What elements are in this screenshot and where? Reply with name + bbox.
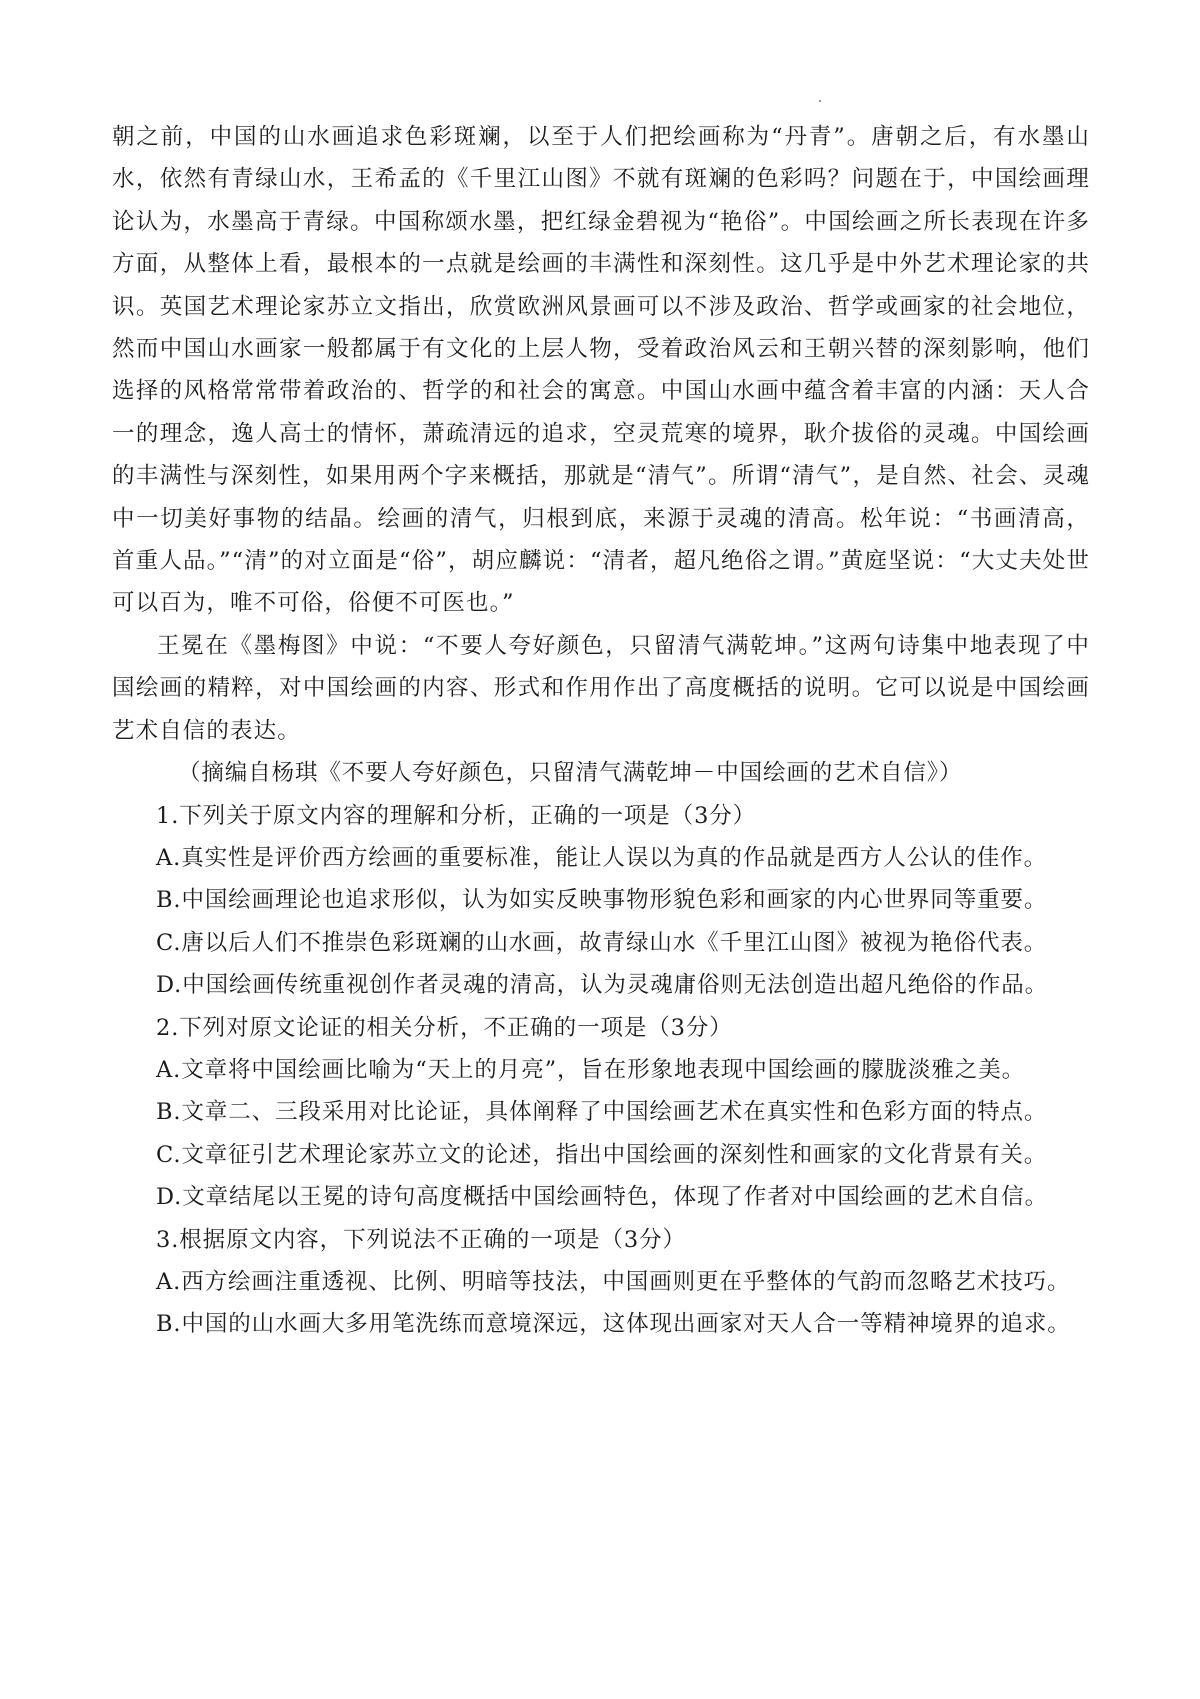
question-3	[112, 1219, 1090, 1346]
question-1	[112, 795, 1090, 1007]
option-a: A.西方绘画注重透视、比例、明暗等技法，中国画则更在乎整体的气韵而忽略艺术技巧。	[156, 1268, 1071, 1295]
scan-speck	[819, 100, 821, 102]
option-b: B.中国绘画理论也追求形似，认为如实反映事物形貌色彩和画家的内心世界同等重要。	[156, 887, 1048, 914]
option-b: B.文章二、三段采用对比论证，具体阐释了中国绘画艺术在真实性和色彩方面的特点。	[156, 1099, 1048, 1126]
option-a: A.真实性是评价西方绘画的重要标准，能让人误以为真的作品就是西方人公认的佳作。	[156, 844, 1048, 871]
option-d: D.中国绘画传统重视创作者灵魂的清高，认为灵魂庸俗则无法创造出超凡绝俗的作品。	[156, 972, 1048, 999]
option-a: A.文章将中国绘画比喻为“天上的月亮”，旨在形象地表现中国绘画的朦胧淡雅之美。	[156, 1056, 1026, 1083]
question-2	[112, 1007, 1090, 1219]
question-stem: 2.下列对原文论证的相关分析，不正确的一项是（3分）	[156, 1014, 733, 1041]
option-d: D.文章结尾以王冕的诗句高度概括中国绘画特色，体现了作者对中国绘画的艺术自信。	[156, 1184, 1048, 1211]
option-b: B.中国的山水画大多用笔洗练而意境深远，这体现出画家对天人合一等精神境界的追求。	[156, 1311, 1071, 1338]
option-c: C.唐以后人们不推崇色彩斑斓的山水画，故青绿山水《千里江山图》被视为艳俗代表。	[156, 929, 1048, 956]
question-stem: 3.根据原文内容，下列说法不正确的一项是（3分）	[156, 1226, 686, 1253]
passage-source: （摘编自杨琪《不要人夸好颜色，只留清气满乾坤－中国绘画的艺术自信》）	[178, 760, 963, 787]
option-c: C.文章征引艺术理论家苏立文的论述，指出中国绘画的深刻性和画家的文化背景有关。	[156, 1141, 1048, 1168]
passage-paragraph-1: 朝之前，中国的山水画追求色彩斑斓，以至于人们把绘画称为“丹青”。唐朝之后，有水墨山水，依然有青绿山水，王希孟的《千里江山图》不就有斑斓的色彩吗？问题在于，中国绘画理论认为，水墨高于青绿。中国称颂水墨，把红绿金碧视为“艳俗”。中国绘画之所长表现在许多方面，从整体上看，最根本的一点就是绘画的丰满性和深刻性。这几乎是中外艺术理论家的共识。英国艺术理论家苏立文指出，欣赏欧洲风景画可以不涉及政治、哲学或画家的社会地位，然而中国山水画家一般都属于有文化的上层人物，受着政治风云和王朝兴替的深刻影响，他们选择的风格常常带着政治的、哲学的和社会的寓意。中国山水画中蕴含着丰富的内涵：天人合一的理念，逸人高士的情怀，萧疏清远的追求，空灵荒寒的境界，耿介拔俗的灵魂。中国绘画的丰满性与深刻性，如果用两个字来概括，那就是“清气”。所谓“清气”，是自然、社会、灵魂中一切美好事物的结晶。绘画的清气，归根到底，来源于灵魂的清高。松年说：“书画清高，首重人品。”“清”的对立面是“俗”，胡应麟说：“清者，超凡绝俗之谓。”黄庭坚说：“大丈夫处世可以百为，唯不可俗，俗便不可医也。”	[112, 124, 1090, 617]
exam-text	[112, 116, 1090, 1346]
question-stem: 1.下列关于原文内容的理解和分析，正确的一项是（3分）	[156, 802, 757, 829]
passage-paragraph-2: 王冕在《墨梅图》中说：“不要人夸好颜色，只留清气满乾坤。”这两句诗集中地表现了中国绘画的精粹，对中国绘画的内容、形式和作用作出了高度概括的说明。它可以说是中国绘画艺术自信的表达。	[112, 632, 1090, 744]
